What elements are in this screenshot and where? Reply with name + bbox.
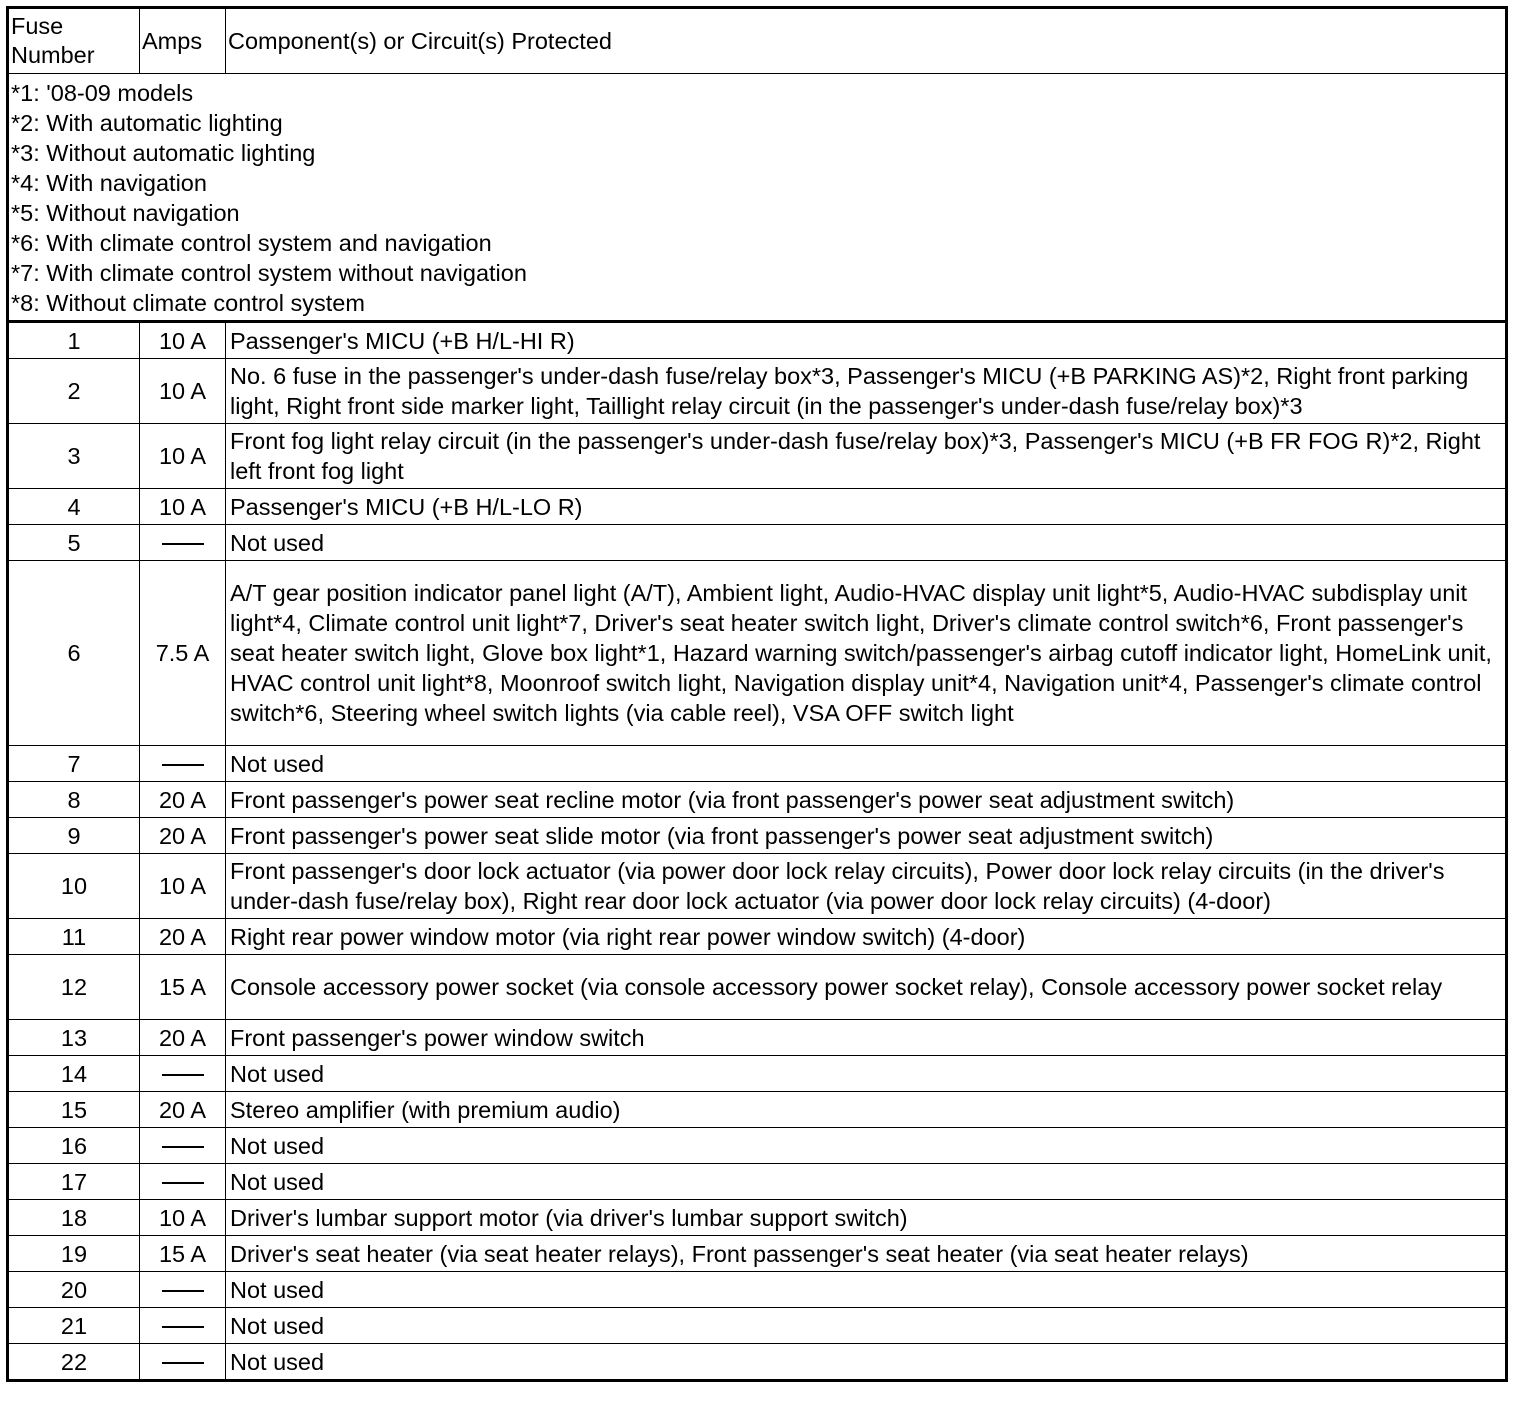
fuse-number-cell: 15 <box>8 1092 140 1128</box>
fuse-number-cell: 10 <box>8 854 140 919</box>
component-cell: Not used <box>226 1056 1507 1092</box>
fuse-number-cell: 7 <box>8 746 140 782</box>
amps-cell: 20 A <box>140 782 226 818</box>
table-row <box>8 322 1507 359</box>
component-cell: Driver's seat heater (via seat heater relays), Front passenger's seat heater (via seat heater relays) <box>226 1236 1507 1272</box>
table-row <box>8 919 1507 955</box>
amps-cell: 20 A <box>140 919 226 955</box>
fuse-number-cell: 11 <box>8 919 140 955</box>
component-cell: Front passenger's power seat slide motor (via front passenger's power seat adjustment switch) <box>226 818 1507 854</box>
table-row <box>8 955 1507 1020</box>
not-used-dash <box>162 1290 204 1292</box>
footnote: *2: With automatic lighting <box>11 110 283 136</box>
component-cell: Not used <box>226 1344 1507 1381</box>
header-component: Component(s) or Circuit(s) Protected <box>226 8 1507 74</box>
amps-cell: 20 A <box>140 1092 226 1128</box>
amps-cell <box>140 1128 226 1164</box>
amps-cell <box>140 1308 226 1344</box>
table-row <box>8 1128 1507 1164</box>
component-cell: Not used <box>226 525 1507 561</box>
footnote: *6: With climate control system and navigation <box>11 230 492 256</box>
component-cell: Stereo amplifier (with premium audio) <box>226 1092 1507 1128</box>
fuse-number-cell: 20 <box>8 1272 140 1308</box>
amps-cell <box>140 525 226 561</box>
fuse-number-cell: 4 <box>8 489 140 525</box>
not-used-dash <box>162 1182 204 1184</box>
fuse-number-cell: 2 <box>8 359 140 424</box>
not-used-dash <box>162 1362 204 1364</box>
amps-cell: 20 A <box>140 818 226 854</box>
amps-cell: 7.5 A <box>140 561 226 746</box>
footnote: *5: Without navigation <box>11 200 240 226</box>
table-row <box>8 1056 1507 1092</box>
fuse-number-cell: 14 <box>8 1056 140 1092</box>
header-row <box>8 8 1507 74</box>
footnote: *7: With climate control system without navigation <box>11 260 527 286</box>
component-cell: Not used <box>226 1128 1507 1164</box>
fuse-number-cell: 9 <box>8 818 140 854</box>
table-row <box>8 782 1507 818</box>
component-cell: Front passenger's door lock actuator (via power door lock relay circuits), Power door lock relay circuits (in the driver's under-dash fuse/relay box), Right rear door lock actuator (via power door lock relay circuits) (4-door) <box>226 854 1507 919</box>
table-row <box>8 424 1507 489</box>
amps-cell: 10 A <box>140 854 226 919</box>
amps-cell: 10 A <box>140 1200 226 1236</box>
component-cell: Front fog light relay circuit (in the passenger's under-dash fuse/relay box)*3, Passenger's MICU (+B FR FOG R)*2, Right left front fog light <box>226 424 1507 489</box>
footnote: *4: With navigation <box>11 170 207 196</box>
fuse-number-cell: 5 <box>8 525 140 561</box>
amps-cell: 15 A <box>140 1236 226 1272</box>
fuse-number-cell: 19 <box>8 1236 140 1272</box>
footnote: *8: Without climate control system <box>11 290 365 316</box>
component-cell: Not used <box>226 746 1507 782</box>
table-row <box>8 1164 1507 1200</box>
fuse-number-cell: 12 <box>8 955 140 1020</box>
fuse-rows <box>8 322 1507 1381</box>
header-amps: Amps <box>140 8 226 74</box>
amps-cell: 10 A <box>140 424 226 489</box>
amps-cell: 10 A <box>140 489 226 525</box>
component-cell: Driver's lumbar support motor (via driver's lumbar support switch) <box>226 1200 1507 1236</box>
header-fuse-number: Fuse Number <box>8 8 140 74</box>
component-cell: Right rear power window motor (via right rear power window switch) (4-door) <box>226 919 1507 955</box>
table-row <box>8 1092 1507 1128</box>
component-cell: Passenger's MICU (+B H/L-HI R) <box>226 322 1507 359</box>
not-used-dash <box>162 764 204 766</box>
fuse-number-cell: 6 <box>8 561 140 746</box>
table-row <box>8 359 1507 424</box>
fuse-table <box>6 6 1508 1382</box>
not-used-dash <box>162 1326 204 1328</box>
component-cell: A/T gear position indicator panel light (A/T), Ambient light, Audio-HVAC display unit light*5, Audio-HVAC subdisplay unit light*4, Climate control unit light*7, Driver's seat heater switch light, Driver's climate control switch*6, Front passenger's seat heater switch light, Glove box light*1, Hazard warning switch/passenger's airbag cutoff indicator light, HomeLink unit, HVAC control unit light*8, Moonroof switch light, Navigation display unit*4, Navigation unit*4, Passenger's climate control switch*6, Steering wheel switch lights (via cable reel), VSA OFF switch light <box>226 561 1507 746</box>
component-cell: No. 6 fuse in the passenger's under-dash fuse/relay box*3, Passenger's MICU (+B PARKING AS)*2, Right front parking light, Right front side marker light, Taillight relay circuit (in the passenger's under-dash fuse/relay box)*3 <box>226 359 1507 424</box>
amps-cell <box>140 1344 226 1381</box>
table-row <box>8 525 1507 561</box>
amps-cell <box>140 746 226 782</box>
fuse-number-cell: 21 <box>8 1308 140 1344</box>
not-used-dash <box>162 543 204 545</box>
component-cell: Front passenger's power seat recline motor (via front passenger's power seat adjustment switch) <box>226 782 1507 818</box>
table-row <box>8 1272 1507 1308</box>
not-used-dash <box>162 1146 204 1148</box>
amps-cell <box>140 1272 226 1308</box>
fuse-number-cell: 1 <box>8 322 140 359</box>
amps-cell <box>140 1164 226 1200</box>
fuse-number-cell: 16 <box>8 1128 140 1164</box>
footnotes <box>8 74 1507 322</box>
table-row <box>8 1236 1507 1272</box>
fuse-number-cell: 17 <box>8 1164 140 1200</box>
footnote: *1: '08-09 models <box>11 80 194 106</box>
notes-row <box>8 74 1507 322</box>
table-row <box>8 818 1507 854</box>
amps-cell: 10 A <box>140 359 226 424</box>
component-cell: Not used <box>226 1164 1507 1200</box>
footnote: *3: Without automatic lighting <box>11 140 316 166</box>
amps-cell <box>140 1056 226 1092</box>
component-cell: Not used <box>226 1272 1507 1308</box>
component-cell: Not used <box>226 1308 1507 1344</box>
table-row <box>8 489 1507 525</box>
table-row <box>8 1020 1507 1056</box>
table-row <box>8 1200 1507 1236</box>
fuse-number-cell: 18 <box>8 1200 140 1236</box>
table-row <box>8 1308 1507 1344</box>
component-cell: Console accessory power socket (via console accessory power socket relay), Console accessory power socket relay <box>226 955 1507 1020</box>
amps-cell: 10 A <box>140 322 226 359</box>
table-row <box>8 746 1507 782</box>
table-row <box>8 854 1507 919</box>
table-row <box>8 561 1507 746</box>
amps-cell: 15 A <box>140 955 226 1020</box>
fuse-number-cell: 8 <box>8 782 140 818</box>
table-row <box>8 1344 1507 1381</box>
fuse-number-cell: 13 <box>8 1020 140 1056</box>
component-cell: Front passenger's power window switch <box>226 1020 1507 1056</box>
fuse-number-cell: 22 <box>8 1344 140 1381</box>
fuse-number-cell: 3 <box>8 424 140 489</box>
not-used-dash <box>162 1074 204 1076</box>
component-cell: Passenger's MICU (+B H/L-LO R) <box>226 489 1507 525</box>
amps-cell: 20 A <box>140 1020 226 1056</box>
